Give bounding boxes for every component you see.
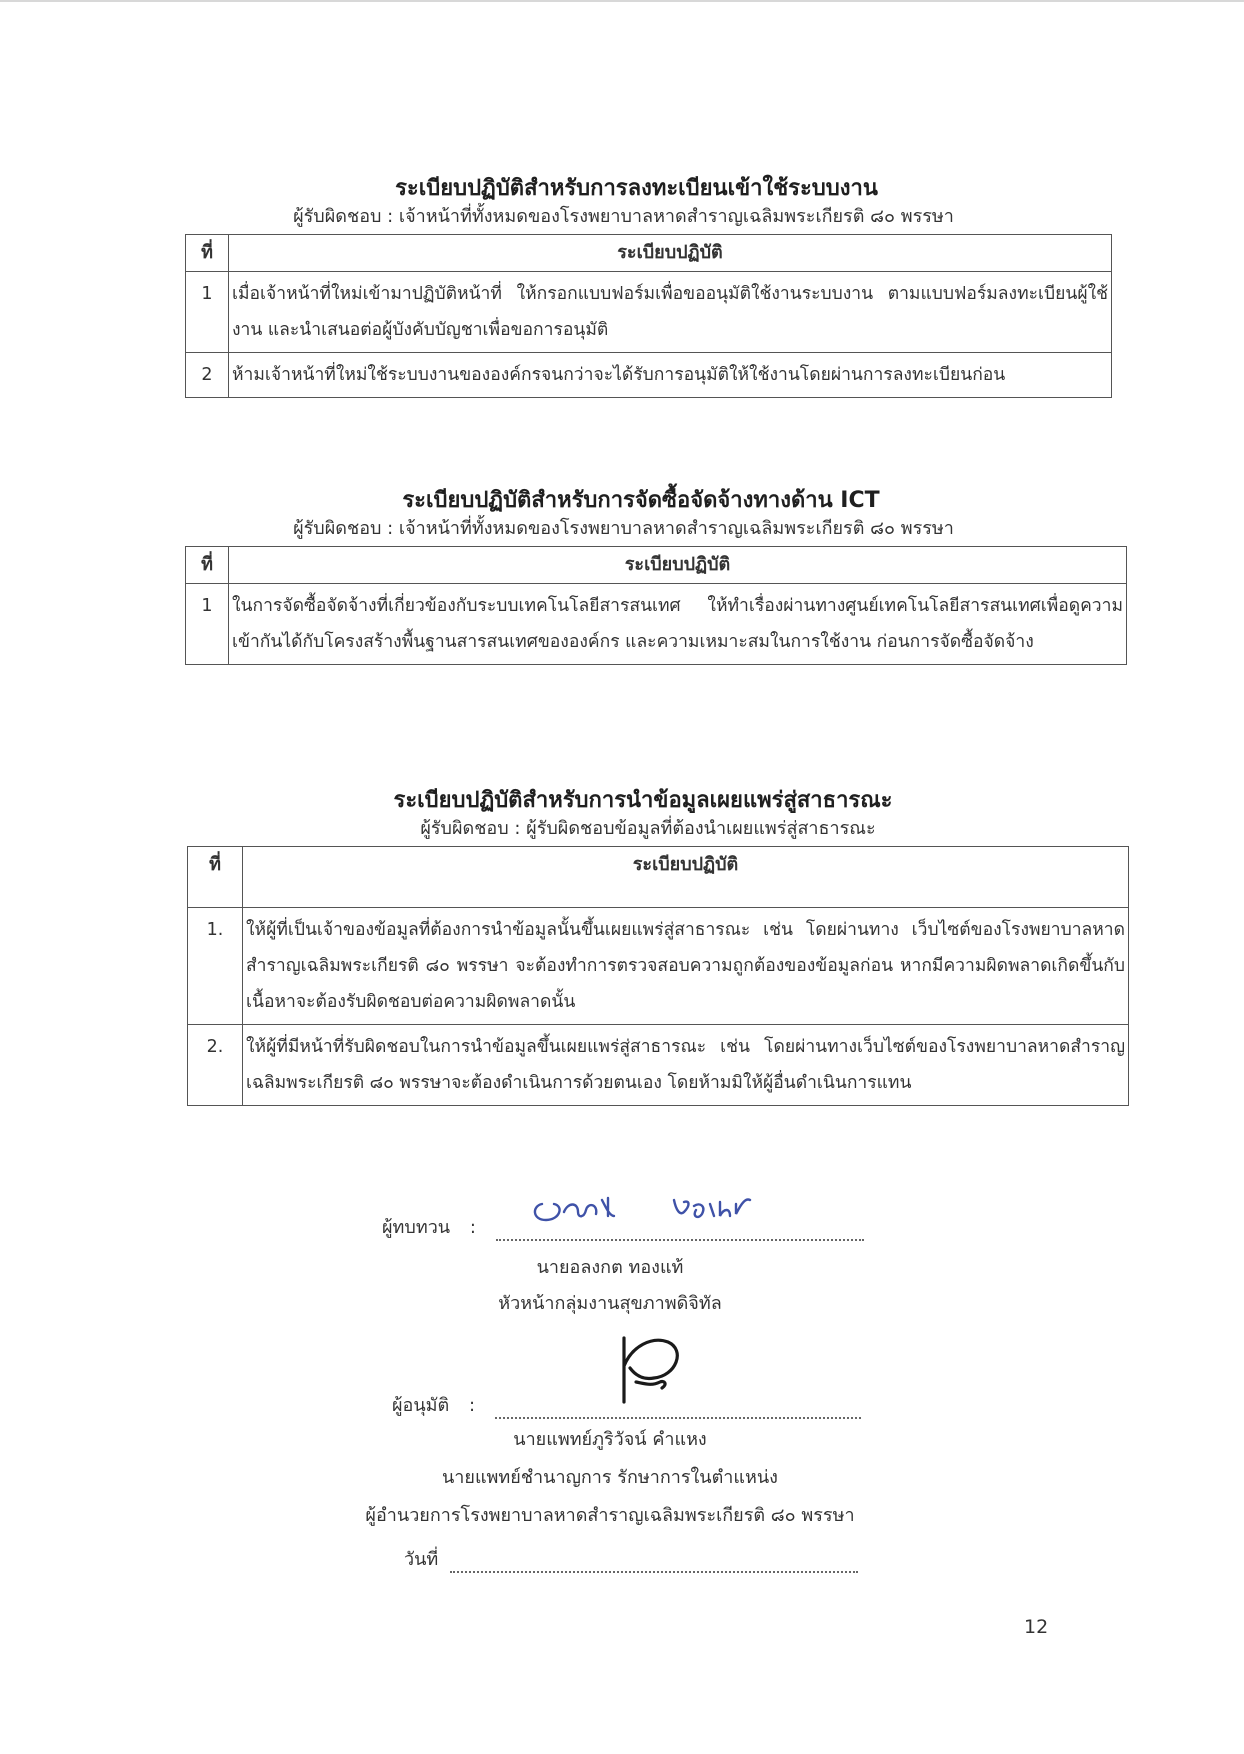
approver-label: ผู้อนุมัติ: [392, 1395, 450, 1416]
reviewer-name: นายอลงกต ทองแท้: [536, 1257, 684, 1278]
table-header-row: [186, 235, 1112, 272]
rules-table: [185, 234, 1112, 398]
column-header-number: ที่: [186, 547, 229, 584]
approver-signature-image: [612, 1332, 692, 1422]
row-number: 1: [186, 272, 229, 353]
row-number: 2.: [188, 1025, 243, 1106]
row-text: ให้ผู้ที่มีหน้าที่รับผิดชอบในการนำข้อมูลขึ้นเผยแพร่สู่สาธารณะ เช่น โดยผ่านทางเว็บไซต์ของโรงพยาบาลหาดสำราญเฉลิมพระเกียรติ ๘๐ พรรษาจะต้องดำเนินการด้วยตนเอง โดยห้ามมิให้ผู้อื่นดำเนินการแทน: [243, 1025, 1129, 1106]
row-number: 2: [186, 353, 229, 398]
reviewer-signature-image: [524, 1190, 784, 1230]
reviewer-position: หัวหน้ากลุ่มงานสุขภาพดิจิทัล: [498, 1293, 722, 1314]
table-row: [186, 353, 1112, 398]
column-header-rule: ระเบียบปฏิบัติ: [229, 547, 1127, 584]
row-text: เมื่อเจ้าหน้าที่ใหม่เข้ามาปฏิบัติหน้าที่ ให้กรอกแบบฟอร์มเพื่อขออนุมัติใช้งานระบบงาน ตามแบบฟอร์มลงทะเบียนผู้ใช้งาน และนำเสนอต่อผู้บังคับบัญชาเพื่อขอการอนุมัติ: [229, 272, 1112, 353]
column-header-rule: ระเบียบปฏิบัติ: [243, 847, 1129, 908]
approver-colon: :: [468, 1395, 476, 1416]
rules-table: [187, 846, 1129, 1106]
date-line: [404, 1544, 858, 1573]
row-text: ห้ามเจ้าหน้าที่ใหม่ใช้ระบบงานขององค์กรจนกว่าจะได้รับการอนุมัติให้ใช้งานโดยผ่านการลงทะเบียนก่อน: [229, 353, 1112, 398]
reviewer-colon: :: [469, 1217, 476, 1238]
approver-position-2: ผู้อำนวยการโรงพยาบาลหาดสำราญเฉลิมพระเกียรติ ๘๐ พรรษา: [365, 1505, 855, 1526]
table-row: [186, 272, 1112, 353]
section-responsible: ผู้รับผิดชอบ : เจ้าหน้าที่ทั้งหมดของโรงพยาบาลหาดสำราญเฉลิมพระเกียรติ ๘๐ พรรษา: [293, 518, 954, 539]
column-header-number: ที่: [186, 235, 229, 272]
section-title: ระเบียบปฏิบัติสำหรับการลงทะเบียนเข้าใช้ระบบงาน: [395, 176, 878, 201]
scan-edge: [0, 0, 1244, 2]
section-registration: [185, 174, 1112, 398]
section-responsible: ผู้รับผิดชอบ : ผู้รับผิดชอบข้อมูลที่ต้องนำเผยแพร่สู่สาธารณะ: [420, 818, 876, 839]
table-header-row: [188, 847, 1129, 908]
approver-position-1: นายแพทย์ชำนาญการ รักษาการในตำแหน่ง: [442, 1467, 778, 1488]
section-responsible: ผู้รับผิดชอบ : เจ้าหน้าที่ทั้งหมดของโรงพยาบาลหาดสำราญเฉลิมพระเกียรติ ๘๐ พรรษา: [293, 206, 954, 227]
table-row: [188, 1025, 1129, 1106]
table-row: [188, 908, 1129, 1025]
row-text: ให้ผู้ที่เป็นเจ้าของข้อมูลที่ต้องการนำข้อมูลนั้นขึ้นเผยแพร่สู่สาธารณะ เช่น โดยผ่านทาง เว็บไซต์ของโรงพยาบาลหาดสำราญเฉลิมพระเกียรติ ๘๐ พรรษา จะต้องทำการตรวจสอบความถูกต้องของข้อมูลก่อน หากมีความผิดพลาดเกิดขึ้นกับเนื้อหาจะต้องรับผิดชอบต่อความผิดพลาดนั้น: [243, 908, 1129, 1025]
section-ict-procurement: [185, 486, 1127, 665]
table-header-row: [186, 547, 1127, 584]
row-text: ในการจัดซื้อจัดจ้างที่เกี่ยวข้องกับระบบเทคโนโลยีสารสนเทศ ให้ทำเรื่องผ่านทางศูนย์เทคโนโลยีสารสนเทศเพื่อดูความเข้ากันได้กับโครงสร้างพื้นฐานสารสนเทศขององค์กร และความเหมาะสมในการใช้งาน ก่อนการจัดซื้อจัดจ้าง: [229, 584, 1127, 665]
column-header-rule: ระเบียบปฏิบัติ: [229, 235, 1112, 272]
section-public-disclosure: [187, 786, 1129, 1106]
column-header-number: ที่: [188, 847, 243, 908]
reviewer-label: ผู้ทบทวน: [382, 1217, 451, 1238]
page-number: 12: [1024, 1616, 1049, 1638]
approver-name: นายแพทย์ภูริวัจน์ คำแหง: [513, 1429, 707, 1450]
row-number: 1: [186, 584, 229, 665]
rules-table: [185, 546, 1127, 665]
section-title: ระเบียบปฏิบัติสำหรับการนำข้อมูลเผยแพร่สู่สาธารณะ: [393, 788, 893, 813]
date-field-line: [450, 1551, 858, 1573]
row-number: 1.: [188, 908, 243, 1025]
date-label: วันที่: [404, 1549, 439, 1570]
table-row: [186, 584, 1127, 665]
section-title: ระเบียบปฏิบัติสำหรับการจัดซื้อจัดจ้างทางด้าน ICT: [402, 488, 880, 513]
